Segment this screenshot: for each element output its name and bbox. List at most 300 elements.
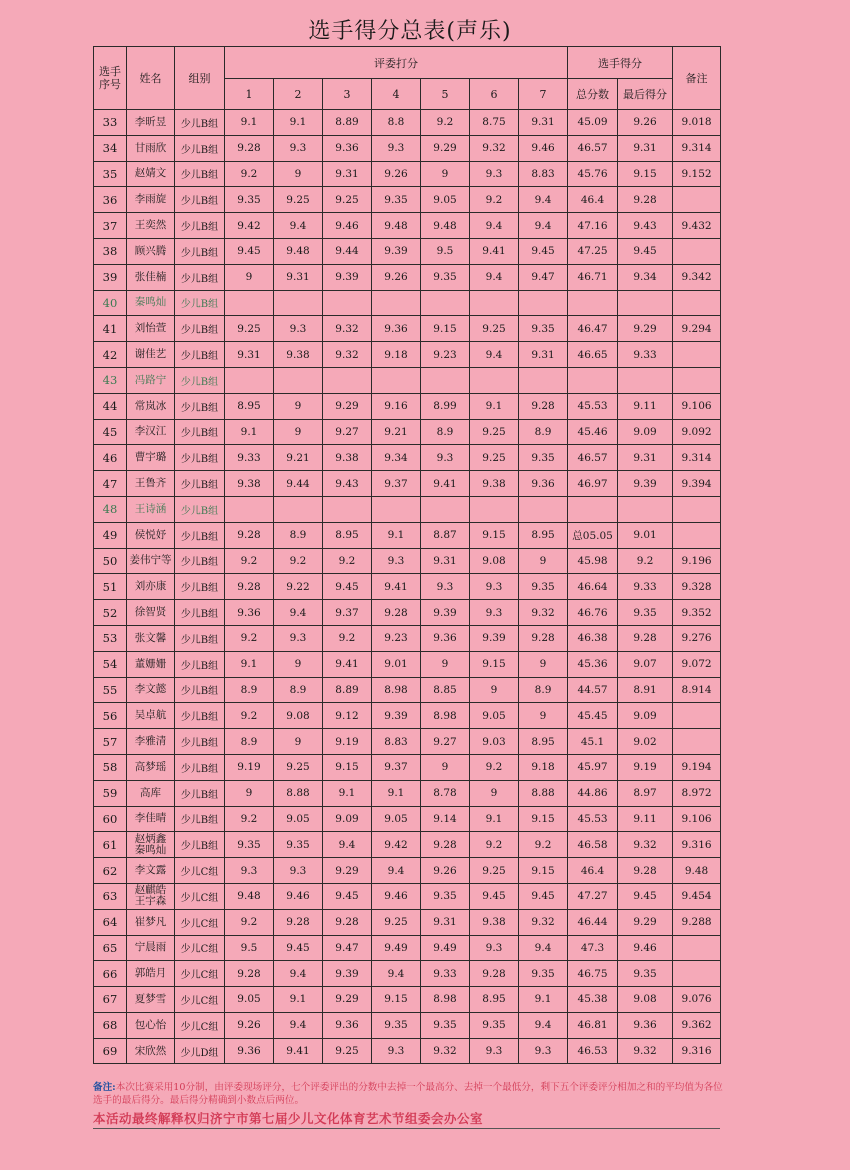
table-row bbox=[94, 522, 721, 548]
cell-judge-1: 8.9 bbox=[225, 677, 274, 703]
cell-group: 少儿B组 bbox=[175, 754, 225, 780]
cell-judge-3: 9.37 bbox=[323, 600, 372, 626]
cell-name: 宋欣然 bbox=[127, 1038, 175, 1064]
cell-total: 46.57 bbox=[568, 445, 618, 471]
cell-final: 9.28 bbox=[618, 625, 673, 651]
cell-judge-3: 9.29 bbox=[323, 393, 372, 419]
cell-judge-1: 9.28 bbox=[225, 135, 274, 161]
cell-judge-5: 9.2 bbox=[421, 110, 470, 136]
cell-judge-6: 9.4 bbox=[470, 213, 519, 239]
cell-judge-5: 9.35 bbox=[421, 883, 470, 909]
footer-text: 本活动最终解释权归济宁市第七届少儿文化体育艺术节组委会办公室 bbox=[93, 1111, 484, 1126]
cell-judge-6: 9.25 bbox=[470, 858, 519, 884]
cell-judge-2: 9.44 bbox=[274, 471, 323, 497]
cell-judge-5: 8.98 bbox=[421, 987, 470, 1013]
table-row bbox=[94, 935, 721, 961]
cell-final: 9.15 bbox=[618, 161, 673, 187]
cell-seq: 34 bbox=[94, 135, 127, 161]
cell-judge-5 bbox=[421, 496, 470, 522]
table-row bbox=[94, 600, 721, 626]
cell-final: 9.07 bbox=[618, 651, 673, 677]
cell-judge-7: 9.46 bbox=[519, 135, 568, 161]
header-judge-2: 2 bbox=[274, 79, 323, 110]
cell-judge-6: 9.08 bbox=[470, 548, 519, 574]
cell-remark: 9.316 bbox=[673, 1038, 721, 1064]
cell-seq: 35 bbox=[94, 161, 127, 187]
cell-judge-6: 9.28 bbox=[470, 961, 519, 987]
cell-judge-7: 9.31 bbox=[519, 342, 568, 368]
cell-judge-4: 9.42 bbox=[372, 832, 421, 858]
cell-judge-2: 9.25 bbox=[274, 187, 323, 213]
cell-name: 王鲁齐 bbox=[127, 471, 175, 497]
cell-total: 45.1 bbox=[568, 729, 618, 755]
cell-total: 45.97 bbox=[568, 754, 618, 780]
cell-remark: 9.394 bbox=[673, 471, 721, 497]
cell-judge-5: 9.14 bbox=[421, 806, 470, 832]
cell-judge-6: 9.1 bbox=[470, 806, 519, 832]
cell-judge-1 bbox=[225, 367, 274, 393]
cell-judge-5 bbox=[421, 367, 470, 393]
cell-judge-7: 8.83 bbox=[519, 161, 568, 187]
cell-judge-6: 9 bbox=[470, 677, 519, 703]
cell-name: 侯悦妤 bbox=[127, 522, 175, 548]
cell-name: 常岚冰 bbox=[127, 393, 175, 419]
cell-total: 46.58 bbox=[568, 832, 618, 858]
cell-seq: 68 bbox=[94, 1012, 127, 1038]
cell-group: 少儿B组 bbox=[175, 651, 225, 677]
cell-seq: 47 bbox=[94, 471, 127, 497]
cell-judge-6: 9.03 bbox=[470, 729, 519, 755]
cell-total: 46.4 bbox=[568, 858, 618, 884]
cell-final: 9.01 bbox=[618, 522, 673, 548]
cell-remark: 9.288 bbox=[673, 909, 721, 935]
cell-name: 张佳楠 bbox=[127, 264, 175, 290]
cell-total: 47.3 bbox=[568, 935, 618, 961]
cell-judge-7: 9.4 bbox=[519, 935, 568, 961]
cell-group: 少儿C组 bbox=[175, 858, 225, 884]
cell-judge-1: 9.3 bbox=[225, 858, 274, 884]
cell-name: 崔梦凡 bbox=[127, 909, 175, 935]
table-row bbox=[94, 393, 721, 419]
cell-judge-1: 9.36 bbox=[225, 600, 274, 626]
cell-judge-4: 9.23 bbox=[372, 625, 421, 651]
table-row bbox=[94, 264, 721, 290]
cell-total: 45.09 bbox=[568, 110, 618, 136]
cell-judge-6: 9.05 bbox=[470, 703, 519, 729]
cell-seq: 33 bbox=[94, 110, 127, 136]
cell-judge-7: 9.2 bbox=[519, 832, 568, 858]
cell-judge-5: 9 bbox=[421, 161, 470, 187]
cell-judge-6 bbox=[470, 290, 519, 316]
cell-judge-6 bbox=[470, 496, 519, 522]
cell-judge-6: 9.25 bbox=[470, 316, 519, 342]
cell-total: 47.25 bbox=[568, 238, 618, 264]
cell-seq: 37 bbox=[94, 213, 127, 239]
cell-name: 李文懿 bbox=[127, 677, 175, 703]
cell-judge-5: 9.26 bbox=[421, 858, 470, 884]
cell-total bbox=[568, 290, 618, 316]
cell-judge-7: 9.36 bbox=[519, 471, 568, 497]
cell-judge-2 bbox=[274, 496, 323, 522]
bottom-divider bbox=[93, 1128, 720, 1129]
table-row bbox=[94, 703, 721, 729]
cell-final: 9.36 bbox=[618, 1012, 673, 1038]
cell-final: 9.2 bbox=[618, 548, 673, 574]
cell-judge-4: 9.26 bbox=[372, 264, 421, 290]
cell-seq: 64 bbox=[94, 909, 127, 935]
cell-judge-6: 8.75 bbox=[470, 110, 519, 136]
cell-seq: 59 bbox=[94, 780, 127, 806]
cell-judge-4: 9.39 bbox=[372, 238, 421, 264]
cell-judge-4: 8.83 bbox=[372, 729, 421, 755]
cell-final: 9.33 bbox=[618, 342, 673, 368]
cell-judge-5: 9 bbox=[421, 651, 470, 677]
cell-judge-6: 9.3 bbox=[470, 600, 519, 626]
cell-judge-2: 9 bbox=[274, 729, 323, 755]
cell-judge-3: 9.29 bbox=[323, 858, 372, 884]
cell-remark bbox=[673, 729, 721, 755]
cell-final: 9.34 bbox=[618, 264, 673, 290]
cell-judge-7: 9.45 bbox=[519, 238, 568, 264]
cell-judge-4: 9.35 bbox=[372, 187, 421, 213]
cell-judge-4: 9.3 bbox=[372, 135, 421, 161]
cell-judge-6: 9.1 bbox=[470, 393, 519, 419]
cell-total: 45.36 bbox=[568, 651, 618, 677]
cell-judge-1: 9.25 bbox=[225, 316, 274, 342]
cell-remark bbox=[673, 496, 721, 522]
cell-judge-4: 8.98 bbox=[372, 677, 421, 703]
cell-judge-2: 9 bbox=[274, 651, 323, 677]
cell-remark: 9.294 bbox=[673, 316, 721, 342]
cell-group: 少儿B组 bbox=[175, 806, 225, 832]
cell-group: 少儿C组 bbox=[175, 987, 225, 1013]
cell-judge-1: 9.1 bbox=[225, 419, 274, 445]
cell-remark: 9.314 bbox=[673, 445, 721, 471]
cell-judge-3: 9.1 bbox=[323, 780, 372, 806]
cell-judge-4: 9.1 bbox=[372, 522, 421, 548]
cell-judge-4: 9.18 bbox=[372, 342, 421, 368]
cell-total: 45.53 bbox=[568, 393, 618, 419]
cell-name: 宁晨雨 bbox=[127, 935, 175, 961]
cell-group: 少儿B组 bbox=[175, 703, 225, 729]
cell-judge-1: 9.33 bbox=[225, 445, 274, 471]
table-row bbox=[94, 471, 721, 497]
page-title: 选手得分总表(声乐) bbox=[308, 19, 512, 44]
cell-name: 赵炳鑫 秦鸣灿 bbox=[127, 832, 175, 858]
cell-group: 少儿B组 bbox=[175, 187, 225, 213]
table-row bbox=[94, 161, 721, 187]
header-group: 组别 bbox=[175, 47, 225, 110]
cell-name: 高库 bbox=[127, 780, 175, 806]
cell-judge-3: 9.27 bbox=[323, 419, 372, 445]
cell-judge-3: 9.15 bbox=[323, 754, 372, 780]
table-row bbox=[94, 987, 721, 1013]
cell-judge-7: 9.32 bbox=[519, 600, 568, 626]
cell-judge-4: 9.1 bbox=[372, 780, 421, 806]
cell-judge-7: 9.4 bbox=[519, 213, 568, 239]
cell-judge-1: 9.2 bbox=[225, 625, 274, 651]
cell-name: 吴卓航 bbox=[127, 703, 175, 729]
cell-judge-5: 8.85 bbox=[421, 677, 470, 703]
cell-final bbox=[618, 367, 673, 393]
cell-judge-6: 9 bbox=[470, 780, 519, 806]
cell-judge-1 bbox=[225, 290, 274, 316]
cell-judge-1: 9.1 bbox=[225, 651, 274, 677]
cell-name: 刘怡萱 bbox=[127, 316, 175, 342]
cell-judge-3: 9.2 bbox=[323, 548, 372, 574]
cell-judge-7: 9.28 bbox=[519, 393, 568, 419]
cell-judge-7: 9.31 bbox=[519, 110, 568, 136]
cell-judge-5: 9.49 bbox=[421, 935, 470, 961]
cell-judge-7: 9.4 bbox=[519, 1012, 568, 1038]
header-judges: 评委打分 bbox=[225, 47, 568, 79]
header-judge-1: 1 bbox=[225, 79, 274, 110]
cell-remark: 9.076 bbox=[673, 987, 721, 1013]
cell-judge-2: 9.05 bbox=[274, 806, 323, 832]
table-row bbox=[94, 574, 721, 600]
cell-final: 9.31 bbox=[618, 135, 673, 161]
header-final: 最后得分 bbox=[618, 79, 673, 110]
table-row bbox=[94, 858, 721, 884]
cell-total bbox=[568, 496, 618, 522]
cell-seq: 41 bbox=[94, 316, 127, 342]
cell-name: 李佳晴 bbox=[127, 806, 175, 832]
cell-seq: 38 bbox=[94, 238, 127, 264]
cell-judge-3: 9.45 bbox=[323, 883, 372, 909]
cell-total: 总05.05 bbox=[568, 522, 618, 548]
table-row bbox=[94, 496, 721, 522]
cell-judge-6: 9.39 bbox=[470, 625, 519, 651]
cell-judge-2: 9.2 bbox=[274, 548, 323, 574]
cell-name: 郭皓月 bbox=[127, 961, 175, 987]
cell-group: 少儿B组 bbox=[175, 135, 225, 161]
cell-judge-6: 9.15 bbox=[470, 522, 519, 548]
cell-judge-6: 9.4 bbox=[470, 342, 519, 368]
cell-group: 少儿C组 bbox=[175, 961, 225, 987]
cell-judge-3: 9.12 bbox=[323, 703, 372, 729]
cell-remark bbox=[673, 522, 721, 548]
cell-judge-5: 8.98 bbox=[421, 703, 470, 729]
cell-judge-1: 9.48 bbox=[225, 883, 274, 909]
cell-total: 46.97 bbox=[568, 471, 618, 497]
table-row bbox=[94, 832, 721, 858]
cell-remark: 9.48 bbox=[673, 858, 721, 884]
cell-seq: 48 bbox=[94, 496, 127, 522]
cell-group: 少儿B组 bbox=[175, 780, 225, 806]
cell-judge-6: 9.3 bbox=[470, 935, 519, 961]
cell-judge-4: 9.37 bbox=[372, 471, 421, 497]
cell-judge-2: 9.3 bbox=[274, 625, 323, 651]
cell-total: 45.46 bbox=[568, 419, 618, 445]
table-row bbox=[94, 780, 721, 806]
table-row bbox=[94, 445, 721, 471]
cell-name: 高梦瑶 bbox=[127, 754, 175, 780]
cell-judge-5: 9.31 bbox=[421, 909, 470, 935]
cell-judge-7: 9 bbox=[519, 548, 568, 574]
cell-judge-3: 9.45 bbox=[323, 574, 372, 600]
cell-judge-3: 9.32 bbox=[323, 342, 372, 368]
cell-judge-3: 9.44 bbox=[323, 238, 372, 264]
header-judge-5: 5 bbox=[421, 79, 470, 110]
cell-judge-6 bbox=[470, 367, 519, 393]
cell-judge-4: 9.34 bbox=[372, 445, 421, 471]
cell-seq: 58 bbox=[94, 754, 127, 780]
cell-total: 46.75 bbox=[568, 961, 618, 987]
cell-judge-4: 9.4 bbox=[372, 961, 421, 987]
cell-judge-6: 9.2 bbox=[470, 832, 519, 858]
cell-judge-5: 9.36 bbox=[421, 625, 470, 651]
cell-judge-4: 9.41 bbox=[372, 574, 421, 600]
cell-remark: 9.018 bbox=[673, 110, 721, 136]
cell-remark: 9.092 bbox=[673, 419, 721, 445]
cell-total: 46.4 bbox=[568, 187, 618, 213]
cell-name: 李雨旋 bbox=[127, 187, 175, 213]
cell-judge-4: 9.15 bbox=[372, 987, 421, 1013]
cell-judge-2: 9 bbox=[274, 393, 323, 419]
cell-final: 9.32 bbox=[618, 832, 673, 858]
cell-name: 谢佳艺 bbox=[127, 342, 175, 368]
cell-judge-2: 9.4 bbox=[274, 961, 323, 987]
cell-judge-2: 9.28 bbox=[274, 909, 323, 935]
cell-judge-7: 8.95 bbox=[519, 522, 568, 548]
cell-remark bbox=[673, 703, 721, 729]
cell-judge-7: 9.15 bbox=[519, 806, 568, 832]
cell-name: 秦鸣灿 bbox=[127, 290, 175, 316]
cell-judge-5: 9.5 bbox=[421, 238, 470, 264]
header-judge-7: 7 bbox=[519, 79, 568, 110]
cell-seq: 67 bbox=[94, 987, 127, 1013]
cell-judge-7: 8.9 bbox=[519, 677, 568, 703]
note-text: 本次比赛采用10分制，由评委现场评分，七个评委评出的分数中去掉一个最高分、去掉一个最低分，剩下五个评委评分相加之和的平均值为各位选手的最后得分。最后得分精确到小数点后两位。 bbox=[93, 1082, 723, 1106]
cell-total: 45.38 bbox=[568, 987, 618, 1013]
cell-group: 少儿D组 bbox=[175, 1038, 225, 1064]
cell-name: 包心怡 bbox=[127, 1012, 175, 1038]
cell-judge-2: 9.41 bbox=[274, 1038, 323, 1064]
cell-name: 张文馨 bbox=[127, 625, 175, 651]
cell-judge-2: 9.31 bbox=[274, 264, 323, 290]
table-row bbox=[94, 187, 721, 213]
cell-judge-7: 9.47 bbox=[519, 264, 568, 290]
cell-group: 少儿B组 bbox=[175, 496, 225, 522]
cell-judge-4 bbox=[372, 496, 421, 522]
cell-judge-1: 9.28 bbox=[225, 574, 274, 600]
table-row bbox=[94, 677, 721, 703]
cell-group: 少儿B组 bbox=[175, 213, 225, 239]
cell-remark: 9.316 bbox=[673, 832, 721, 858]
cell-judge-1: 9.36 bbox=[225, 1038, 274, 1064]
cell-judge-4: 9.05 bbox=[372, 806, 421, 832]
cell-judge-5: 9.05 bbox=[421, 187, 470, 213]
cell-final: 9.35 bbox=[618, 961, 673, 987]
cell-group: 少儿C组 bbox=[175, 909, 225, 935]
cell-remark: 9.196 bbox=[673, 548, 721, 574]
cell-final: 9.11 bbox=[618, 806, 673, 832]
cell-judge-2: 9.38 bbox=[274, 342, 323, 368]
table-row bbox=[94, 754, 721, 780]
cell-judge-6: 9.25 bbox=[470, 445, 519, 471]
cell-judge-4: 9.46 bbox=[372, 883, 421, 909]
cell-judge-3: 9.28 bbox=[323, 909, 372, 935]
cell-final bbox=[618, 290, 673, 316]
cell-judge-3 bbox=[323, 290, 372, 316]
table-row bbox=[94, 238, 721, 264]
cell-judge-1: 9.42 bbox=[225, 213, 274, 239]
cell-judge-3: 9.39 bbox=[323, 961, 372, 987]
cell-total: 46.57 bbox=[568, 135, 618, 161]
cell-judge-5: 9.35 bbox=[421, 264, 470, 290]
table-row bbox=[94, 806, 721, 832]
cell-judge-1: 9.35 bbox=[225, 187, 274, 213]
cell-final: 9.43 bbox=[618, 213, 673, 239]
cell-judge-5: 9.48 bbox=[421, 213, 470, 239]
cell-judge-2: 9.3 bbox=[274, 316, 323, 342]
table-row bbox=[94, 135, 721, 161]
cell-judge-2: 9.25 bbox=[274, 754, 323, 780]
cell-group: 少儿B组 bbox=[175, 445, 225, 471]
cell-name: 徐智贤 bbox=[127, 600, 175, 626]
cell-remark: 9.432 bbox=[673, 213, 721, 239]
cell-seq: 66 bbox=[94, 961, 127, 987]
cell-judge-3: 8.89 bbox=[323, 110, 372, 136]
cell-judge-2: 9 bbox=[274, 419, 323, 445]
cell-group: 少儿B组 bbox=[175, 419, 225, 445]
cell-judge-4: 9.48 bbox=[372, 213, 421, 239]
cell-judge-3: 9.39 bbox=[323, 264, 372, 290]
cell-judge-7: 9.35 bbox=[519, 574, 568, 600]
cell-seq: 49 bbox=[94, 522, 127, 548]
cell-judge-4: 9.37 bbox=[372, 754, 421, 780]
cell-judge-2: 9.45 bbox=[274, 935, 323, 961]
cell-judge-7: 9.45 bbox=[519, 883, 568, 909]
table-row bbox=[94, 729, 721, 755]
cell-judge-3: 9.38 bbox=[323, 445, 372, 471]
cell-final: 9.31 bbox=[618, 445, 673, 471]
cell-judge-3: 9.41 bbox=[323, 651, 372, 677]
cell-final: 9.29 bbox=[618, 909, 673, 935]
cell-judge-1: 8.95 bbox=[225, 393, 274, 419]
cell-judge-2 bbox=[274, 290, 323, 316]
cell-remark: 9.106 bbox=[673, 393, 721, 419]
cell-final: 9.09 bbox=[618, 419, 673, 445]
cell-total: 45.53 bbox=[568, 806, 618, 832]
cell-seq: 53 bbox=[94, 625, 127, 651]
cell-judge-7: 8.9 bbox=[519, 419, 568, 445]
cell-judge-2: 9.4 bbox=[274, 600, 323, 626]
cell-judge-7 bbox=[519, 290, 568, 316]
score-table bbox=[93, 46, 721, 1064]
cell-judge-6: 9.2 bbox=[470, 754, 519, 780]
cell-judge-4: 9.16 bbox=[372, 393, 421, 419]
cell-judge-4: 9.4 bbox=[372, 858, 421, 884]
table-row bbox=[94, 316, 721, 342]
table-row bbox=[94, 419, 721, 445]
cell-name: 冯路宁 bbox=[127, 367, 175, 393]
cell-judge-1: 9 bbox=[225, 780, 274, 806]
cell-remark bbox=[673, 342, 721, 368]
cell-judge-3: 9.36 bbox=[323, 135, 372, 161]
cell-judge-1: 9.45 bbox=[225, 238, 274, 264]
cell-judge-3: 9.31 bbox=[323, 161, 372, 187]
cell-remark bbox=[673, 935, 721, 961]
cell-judge-2: 9.3 bbox=[274, 858, 323, 884]
cell-final: 9.33 bbox=[618, 574, 673, 600]
cell-judge-3: 9.32 bbox=[323, 316, 372, 342]
cell-judge-4: 9.25 bbox=[372, 909, 421, 935]
cell-judge-3: 9.36 bbox=[323, 1012, 372, 1038]
cell-group: 少儿B组 bbox=[175, 677, 225, 703]
cell-judge-3: 9.25 bbox=[323, 1038, 372, 1064]
cell-judge-5: 8.9 bbox=[421, 419, 470, 445]
